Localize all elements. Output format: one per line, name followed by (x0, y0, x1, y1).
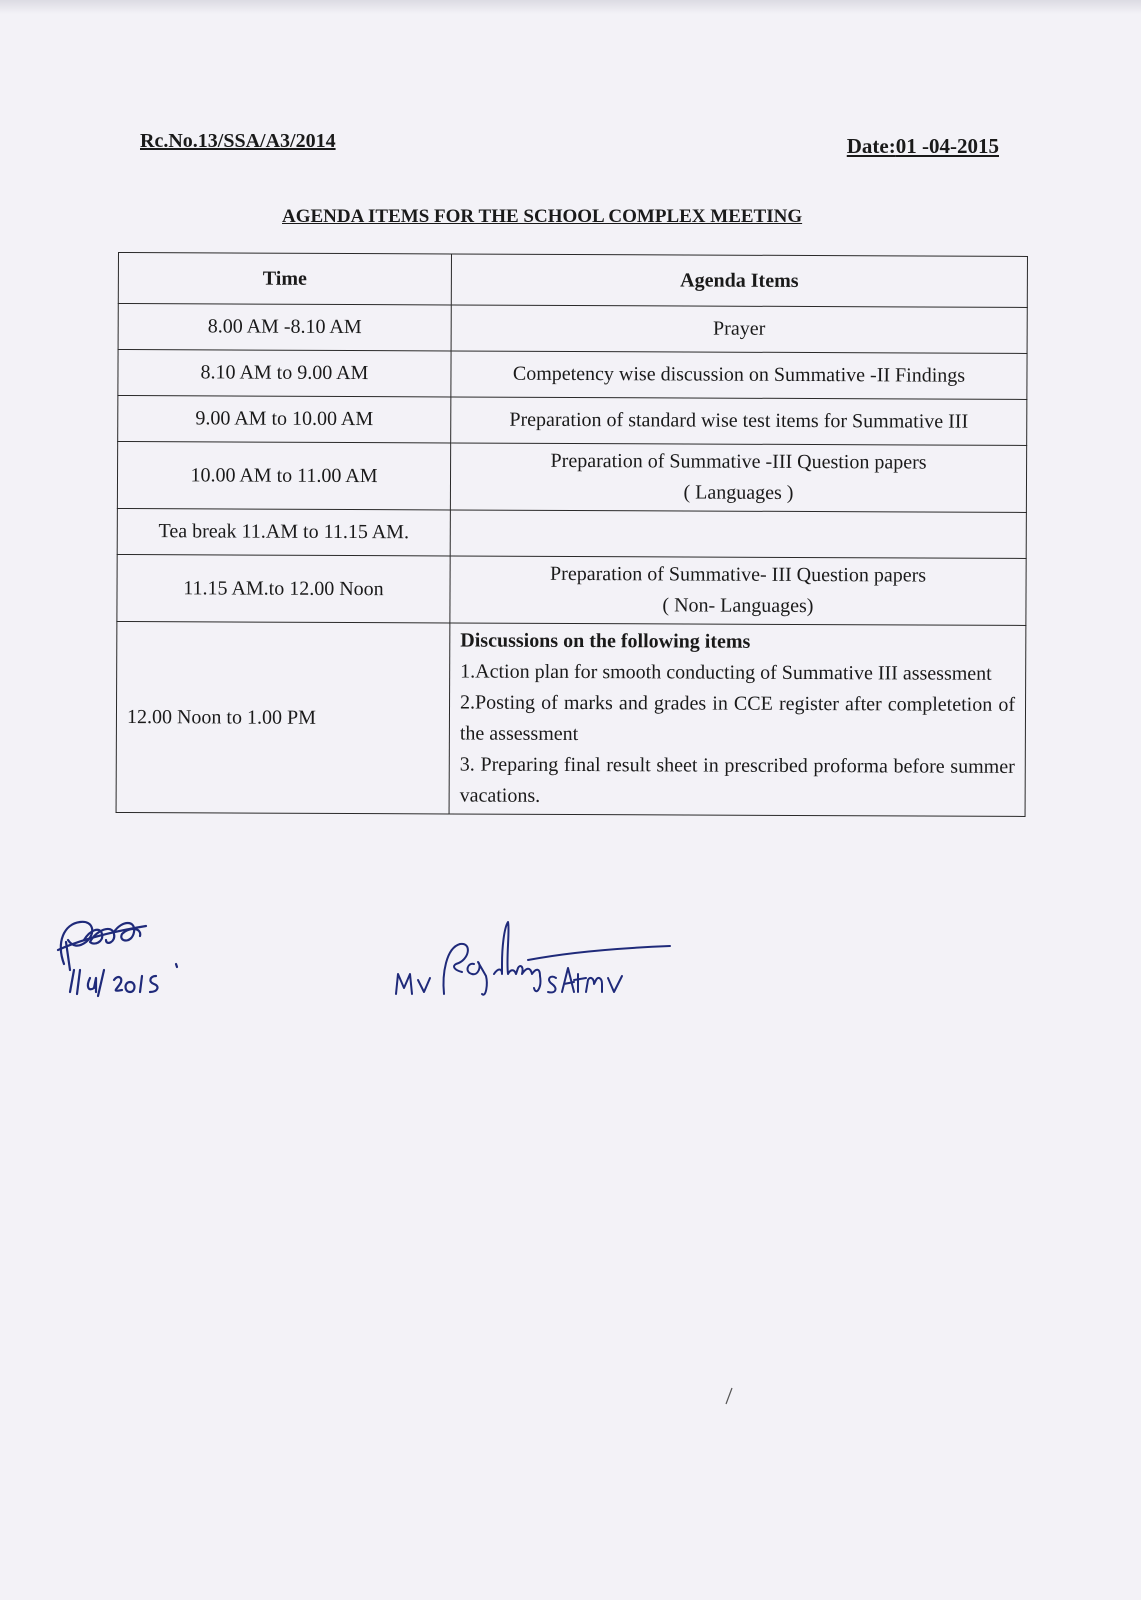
table-row (118, 304, 1027, 354)
header-agenda-items: Agenda Items (451, 254, 1027, 308)
date-label: Date: (846, 134, 896, 158)
official-signature (390, 918, 690, 1018)
date-field (847, 134, 999, 159)
agenda-cell: Preparation of standard wise test items for Summative III (451, 397, 1027, 446)
agenda-line: ( Languages ) (683, 481, 794, 504)
agenda-cell (450, 510, 1026, 559)
agenda-cell (450, 556, 1026, 626)
time-cell: 12.00 Noon to 1.00 PM (116, 621, 450, 813)
agenda-line: Preparation of Summative- III Question papers (550, 562, 927, 587)
table-row (117, 442, 1026, 513)
table-row (118, 396, 1027, 446)
document-title: AGENDA ITEMS FOR THE SCHOOL COMPLEX MEETING (282, 206, 803, 227)
table-row (116, 621, 1026, 816)
time-cell: 10.00 AM to 11.00 AM (117, 442, 450, 510)
agenda-cell: Competency wise discussion on Summative -II Findings (451, 351, 1027, 400)
date-value: 01 -04-2015 (895, 134, 999, 158)
scan-edge-shadow (0, 0, 1141, 14)
table-row (118, 350, 1027, 400)
agenda-cell: Prayer (451, 305, 1027, 354)
time-cell: Tea break 11.AM to 11.15 AM. (117, 508, 450, 555)
time-cell: 11.15 AM.to 12.00 Noon (117, 554, 450, 622)
discussion-point: 3. Preparing final result sheet in prescribed proforma before summer vacations. (459, 753, 1015, 807)
table-row (117, 508, 1026, 558)
table-header-row (118, 253, 1027, 308)
header-time: Time (118, 253, 451, 305)
time-cell: 8.00 AM -8.10 AM (118, 304, 451, 351)
initials-signature (50, 912, 200, 1012)
discussion-point: 1.Action plan for smooth conducting of Summative III assessment (460, 660, 992, 685)
reference-number: Rc.No.13/SSA/A3/2014 (140, 130, 336, 152)
agenda-line: ( Non- Languages) (662, 594, 814, 618)
table-row (117, 554, 1026, 625)
discussion-heading: Discussions on the following items (460, 629, 751, 653)
time-cell: 8.10 AM to 9.00 AM (118, 350, 451, 397)
discussion-point: 2.Posting of marks and grades in CCE register after completetion of the assessment (459, 691, 1016, 746)
agenda-table (116, 252, 1028, 817)
pen-mark (720, 1384, 740, 1408)
agenda-line: Preparation of Summative -III Question papers (550, 449, 927, 474)
time-cell: 9.00 AM to 10.00 AM (118, 396, 451, 443)
discussion-cell (449, 623, 1026, 817)
agenda-cell (450, 443, 1026, 513)
